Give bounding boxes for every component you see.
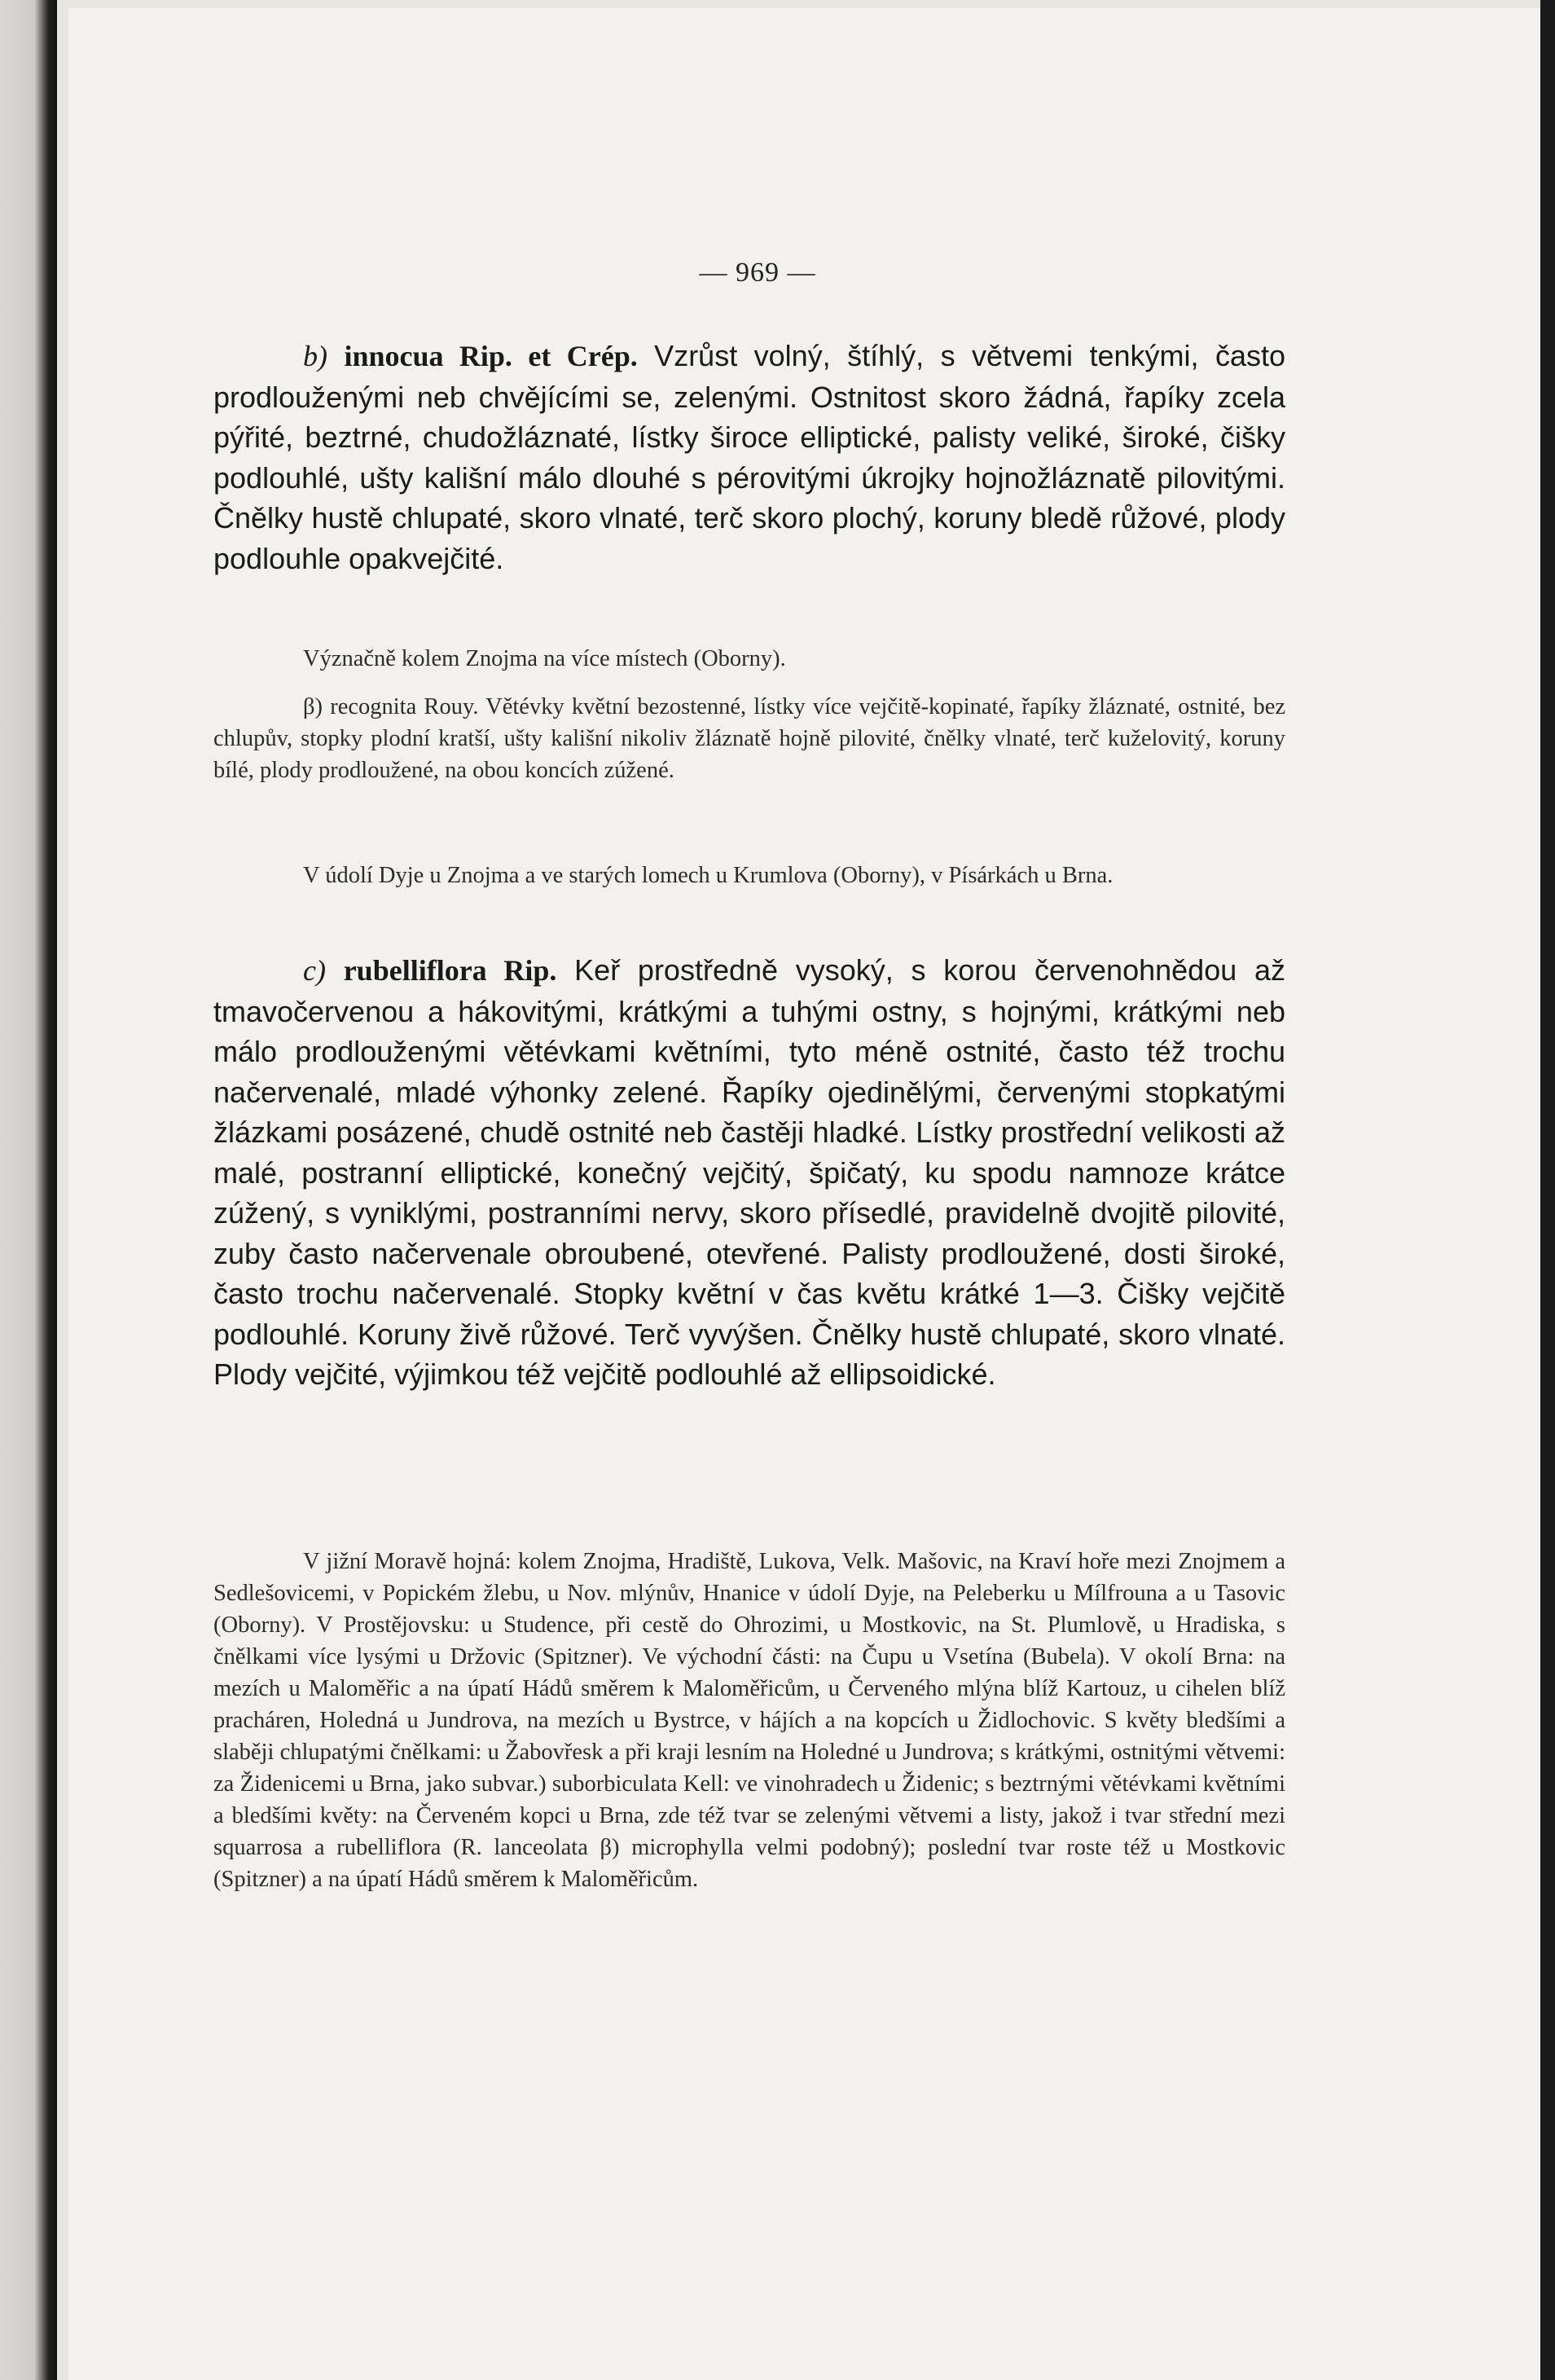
- label-b: b): [303, 340, 327, 372]
- paragraph-c-rubelliflora: [213, 950, 1285, 1395]
- beta-text: β) recognita Rouy. Větévky květní bezostenné, lístky více vejčitě-kopinaté, řapíky žláznaté, ostnité, bez chlupův, stopky plodní kratší, ušty kališní nikoliv žláznatě hojně pilovité, čnělky vlnaté, terč kuželovitý, koruny bílé, plody prodloužené, na obou koncích zúžené.: [213, 694, 1285, 783]
- species-innocua: innocua Rip. et Crép.: [344, 340, 638, 372]
- label-c: c): [303, 954, 326, 987]
- b-locality-text: Význačně kolem Znojma na více místech (Oborny).: [303, 646, 786, 671]
- species-rubelliflora: rubelliflora Rip.: [343, 954, 557, 987]
- c-locality-text: V jižní Moravě hojná: kolem Znojma, Hradiště, Lukova, Velk. Mašovic, na Kraví hoře mezi Znojmem a Sedlešovicemi, v Popickém žlebu, u Nov. mlýnův, Hnanice v údolí Dyje, na Peleberku u Mílfrouna a u Tasovic (Oborny). V Prostějovsku: u Studence, při cestě do Ohrozimi, u Mostkovic, na St. Plumlově, u Hradiska, s čnělkami více lysými u Držovic (Spitzner). Ve východní části: na Čupu u Vsetína (Bubela). V okolí Brna: na mezích u Maloměřic a na úpatí Hádů směrem k Maloměřicům, u Červeného mlýna blíž Kartouz, u cihelen blíž pracháren, Holedná u Jundrova, na mezích u Bystrce, v hájích a na kopcích u Židlochovic. S květy bledšími a slaběji chlupatými čnělkami: u Žabovřesk a při kraji lesním na Holedné u Jundrova; s krátkými, ostnitými větvemi: za Židenicemi u Brna, jako subvar.) suborbiculata Kell: ve vinohradech u Židenic; s beztrnými větévkami květními a bledšími květy: na Červeném kopci u Brna, zde též tvar se zelenými větvemi a listy, jakož i tvar střední mezi squarrosa a rubelliflora (R. lanceolata β) microphylla velmi podobný); poslední tvar roste též u Mostkovic (Spitzner) a na úpatí Hádů směrem k Maloměřicům.: [213, 1549, 1285, 1892]
- page-number: — 969 —: [699, 257, 816, 288]
- paragraph-c-locality: [213, 1546, 1285, 1895]
- paragraph-beta-recognita: [213, 691, 1285, 786]
- paragraph-beta-locality: [213, 860, 1285, 891]
- left-page-edge: [0, 0, 57, 2380]
- right-page-edge: [1540, 0, 1555, 2380]
- beta-locality-text: V údolí Dyje u Znojma a ve starých lomech u Krumlova (Oborny), v Písárkách u Brna.: [303, 863, 1114, 888]
- paragraph-b-locality: [213, 643, 1285, 675]
- paragraph-b-innocua: [213, 336, 1285, 579]
- paragraph-c-text: Keř prostředně vysoký, s korou červenohnědou až tmavočervenou a hákovitými, krátkými a tuhými ostny, s hojnými, krátkými neb málo prodlouženými větévkami květními, tyto méně ostnité, často též trochu načervenalé, mladé výhonky zelené. Řapíky ojedinělými, červenými stopkatými žlázkami posázené, chudě ostnité neb častěji hladké. Lístky prostřední velikosti až malé, postranní elliptické, konečný vejčitý, špičatý, ku spodu namnoze krátce zúžený, s vyniklými, postranními nervy, skoro přísedlé, pravidelně dvojitě pilovité, zuby často načervenale obroubené, otevřené. Palisty prodloužené, dosti široké, často trochu načervenalé. Stopky květní v čas květu krátké 1—3. Čišky vejčitě podlouhlé. Koruny živě růžové. Terč vyvýšen. Čnělky hustě chlupaté, skoro vlnaté. Plody vejčité, výjimkou též vejčitě podlouhlé až ellipsoidické.: [213, 953, 1285, 1391]
- paragraph-b-text: Vzrůst volný, štíhlý, s větvemi tenkými, často prodlouženými neb chvějícími se, zelenými. Ostnitost skoro žádná, řapíky zcela pýřité, beztrné, chudožláznaté, lístky široce elliptické, palisty veliké, široké, čišky podlouhlé, ušty kališní málo dlouhé s pérovitými úkrojky hojnožláznatě pilovitými. Čnělky hustě chlupaté, skoro vlnaté, terč skoro plochý, koruny bledě růžové, plody podlouhle opakvejčité.: [213, 339, 1285, 575]
